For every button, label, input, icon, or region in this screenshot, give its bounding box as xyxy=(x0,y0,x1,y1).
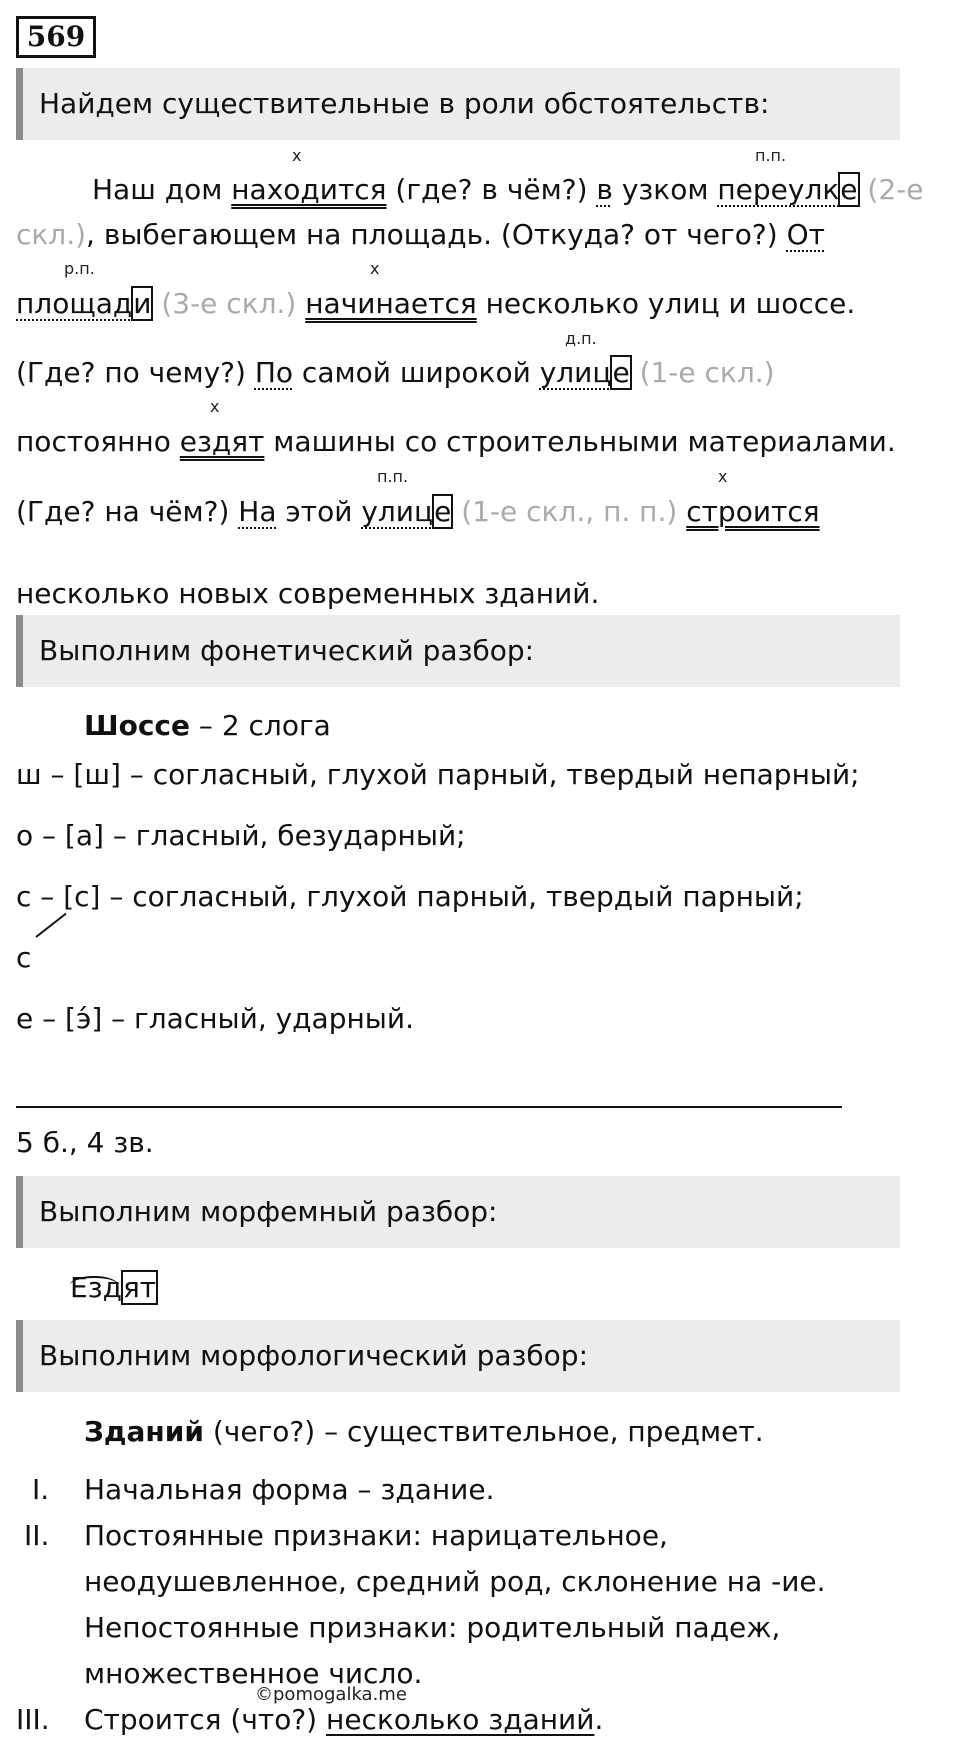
section-header-morphemic xyxy=(16,1176,900,1248)
section-title: Найдем существительные в роли обстоятельств: xyxy=(39,87,770,120)
text-line-5: постоянно ездят машины со строительными материалами. xyxy=(16,425,896,458)
morph-intro: Зданий (чего?) – существительное, предмет. xyxy=(84,1415,764,1448)
list-numeral: I. xyxy=(32,1473,50,1506)
list-item-text: Непостоянные признаки: родительный падеж, xyxy=(84,1611,781,1644)
mark-predicate: х xyxy=(210,397,220,416)
phonetic-line: о – [а] – гласный, безударный; xyxy=(16,819,466,852)
section-title: Выполним морфологический разбор: xyxy=(39,1339,589,1372)
text-line-2: скл.), выбегающем на площадь. (Откуда? от чего?) От xyxy=(16,218,825,251)
text-line-4: (Где? по чему?) По самой широкой улице (1-е скл.) xyxy=(16,356,775,389)
phonetic-line: ш – [ш] – согласный, глухой парный, твердый непарный; xyxy=(16,758,860,791)
section-header-phonetic xyxy=(16,615,900,687)
list-item-text: множественное число. xyxy=(84,1657,423,1690)
text-line-3: площади (3-е скл.) начинается несколько улиц и шоссе. xyxy=(16,287,856,320)
mark-case: п.п. xyxy=(377,467,409,486)
phonetic-line: е – [э́] – гласный, ударный. xyxy=(16,1002,414,1035)
list-item-text: Начальная форма – здание. xyxy=(84,1473,495,1506)
mark-case: д.п. xyxy=(565,329,597,348)
mark-predicate: х xyxy=(718,467,728,486)
mark-case: п.п. xyxy=(755,146,787,165)
mark-case: р.п. xyxy=(64,259,95,278)
section-title: Выполним фонетический разбор: xyxy=(39,634,535,667)
list-item-text: неодушевленное, средний род, склонение на -ие. xyxy=(84,1565,826,1598)
phonetic-line: с xyxy=(16,941,32,974)
divider xyxy=(16,1106,842,1108)
morpheme-ending: ят xyxy=(122,1271,157,1304)
list-numeral: II. xyxy=(24,1519,50,1552)
text-line-1: Наш дом находится (где? в чём?) в узком переулке (2-е xyxy=(92,173,924,206)
morpheme-root: Езд xyxy=(70,1271,122,1304)
list-numeral: III. xyxy=(16,1703,50,1736)
list-item-text: Постоянные признаки: нарицательное, xyxy=(84,1519,668,1552)
section-header-nouns xyxy=(16,68,900,140)
phonetic-word: Шоссе – 2 слога xyxy=(84,709,331,742)
silent-letter-stroke xyxy=(35,913,66,938)
phonetic-summary: 5 б., 4 зв. xyxy=(16,1126,154,1159)
mark-predicate: х xyxy=(292,146,302,165)
task-number: 569 xyxy=(16,16,96,58)
phonetic-line: с – [с] – согласный, глухой парный, твердый парный; xyxy=(16,880,804,913)
list-item-text: Строится (что?) несколько зданий. xyxy=(84,1703,604,1736)
section-header-morphological xyxy=(16,1320,900,1392)
mark-predicate: х xyxy=(370,259,380,278)
text-line-7: несколько новых современных зданий. xyxy=(16,577,600,610)
morpheme-word xyxy=(70,1270,157,1306)
section-title: Выполним морфемный разбор: xyxy=(39,1195,498,1228)
watermark: ©pomogalka.me xyxy=(255,1684,407,1705)
text-line-6: (Где? на чём?) На этой улице (1-е скл., п. п.) строится xyxy=(16,495,820,528)
